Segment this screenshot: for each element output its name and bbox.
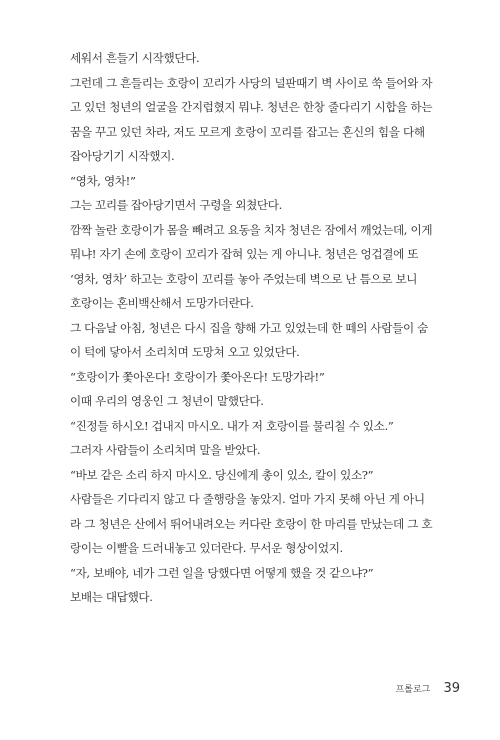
page-number: 39 xyxy=(443,681,460,696)
text-line: 그러자 사람들이 소리치며 말을 받았다. xyxy=(70,443,261,457)
text-line: “자, 보배야, 네가 그런 일을 당했다면 어떻게 했을 것 같으냐?” xyxy=(70,565,374,580)
text-line: 이때 우리의 영웅인 그 청년이 말했단다. xyxy=(70,394,264,408)
text-line: 랑이는 이빨을 드러내놓고 있더란다. 무서운 형상이었지. xyxy=(70,541,343,555)
body-text xyxy=(70,46,436,610)
text-line: 보배는 대답했다. xyxy=(70,590,153,604)
text-line: 뭐냐! 자기 손에 호랑이 꼬리가 잡혀 있는 게 아니냐. 청년은 엉겁결에 또 xyxy=(70,247,419,261)
text-line: ‘영차, 영차’ 하고는 호랑이 꼬리를 놓아 주었는데 벽으로 난 틈으로 보니 xyxy=(70,271,418,286)
text-line: 그런데 그 흔들리는 호랑이 꼬리가 사당의 널판때기 벽 사이로 쑥 들어와 자 xyxy=(70,75,433,90)
text-line: 라 그 청년은 산에서 뛰어내려오는 커다란 호랑이 한 마리를 만났는데 그 호 xyxy=(70,516,433,531)
text-line: 사람들은 기다리지 않고 다 줄행랑을 놓았지. 얼마 가지 못해 아닌 게 아니 xyxy=(70,492,425,506)
text-line: “영차, 영차!” xyxy=(70,173,136,188)
text-line: “호랑이가 쫓아온다! 호랑이가 쫓아온다! 도망가라!” xyxy=(70,369,325,384)
text-line: “진정들 하시오! 겁내지 마시오. 내가 저 호랑이를 물리칠 수 있소.” xyxy=(70,418,394,433)
page-footer xyxy=(396,678,460,697)
text-line: 고 있던 청년의 얼굴을 간지럽혔지 뭐냐. 청년은 한창 줄다리기 시합을 하는 xyxy=(70,100,433,114)
text-line: “바보 같은 소리 하지 마시오. 당신에게 총이 있소, 칼이 있소?” xyxy=(70,467,374,482)
text-line: 그는 꼬리를 잡아당기면서 구령을 외쳤단다. xyxy=(70,198,282,212)
text-line: 세워서 흔들기 시작했단다. xyxy=(70,51,200,65)
text-line: 그 다음날 아침, 청년은 다시 집을 향해 가고 있었는데 한 떼의 사람들이 숨 xyxy=(70,320,428,335)
running-footer-section: 프롤로그 xyxy=(395,685,431,695)
text-line: 이 턱에 닿아서 소리치며 도망쳐 오고 있었단다. xyxy=(70,345,300,359)
text-line: 꿈을 꾸고 있던 차라, 저도 모르게 호랑이 꼬리를 잡고는 혼신의 힘을 다해 xyxy=(70,124,425,139)
text-line: 잡아당기기 시작했지. xyxy=(70,149,175,163)
text-line: 깜짝 놀란 호랑이가 몸을 빼려고 요동을 치자 청년은 잠에서 깨었는데, 이게 xyxy=(70,222,433,237)
text-line: 호랑이는 혼비백산해서 도망가더란다. xyxy=(70,296,254,310)
